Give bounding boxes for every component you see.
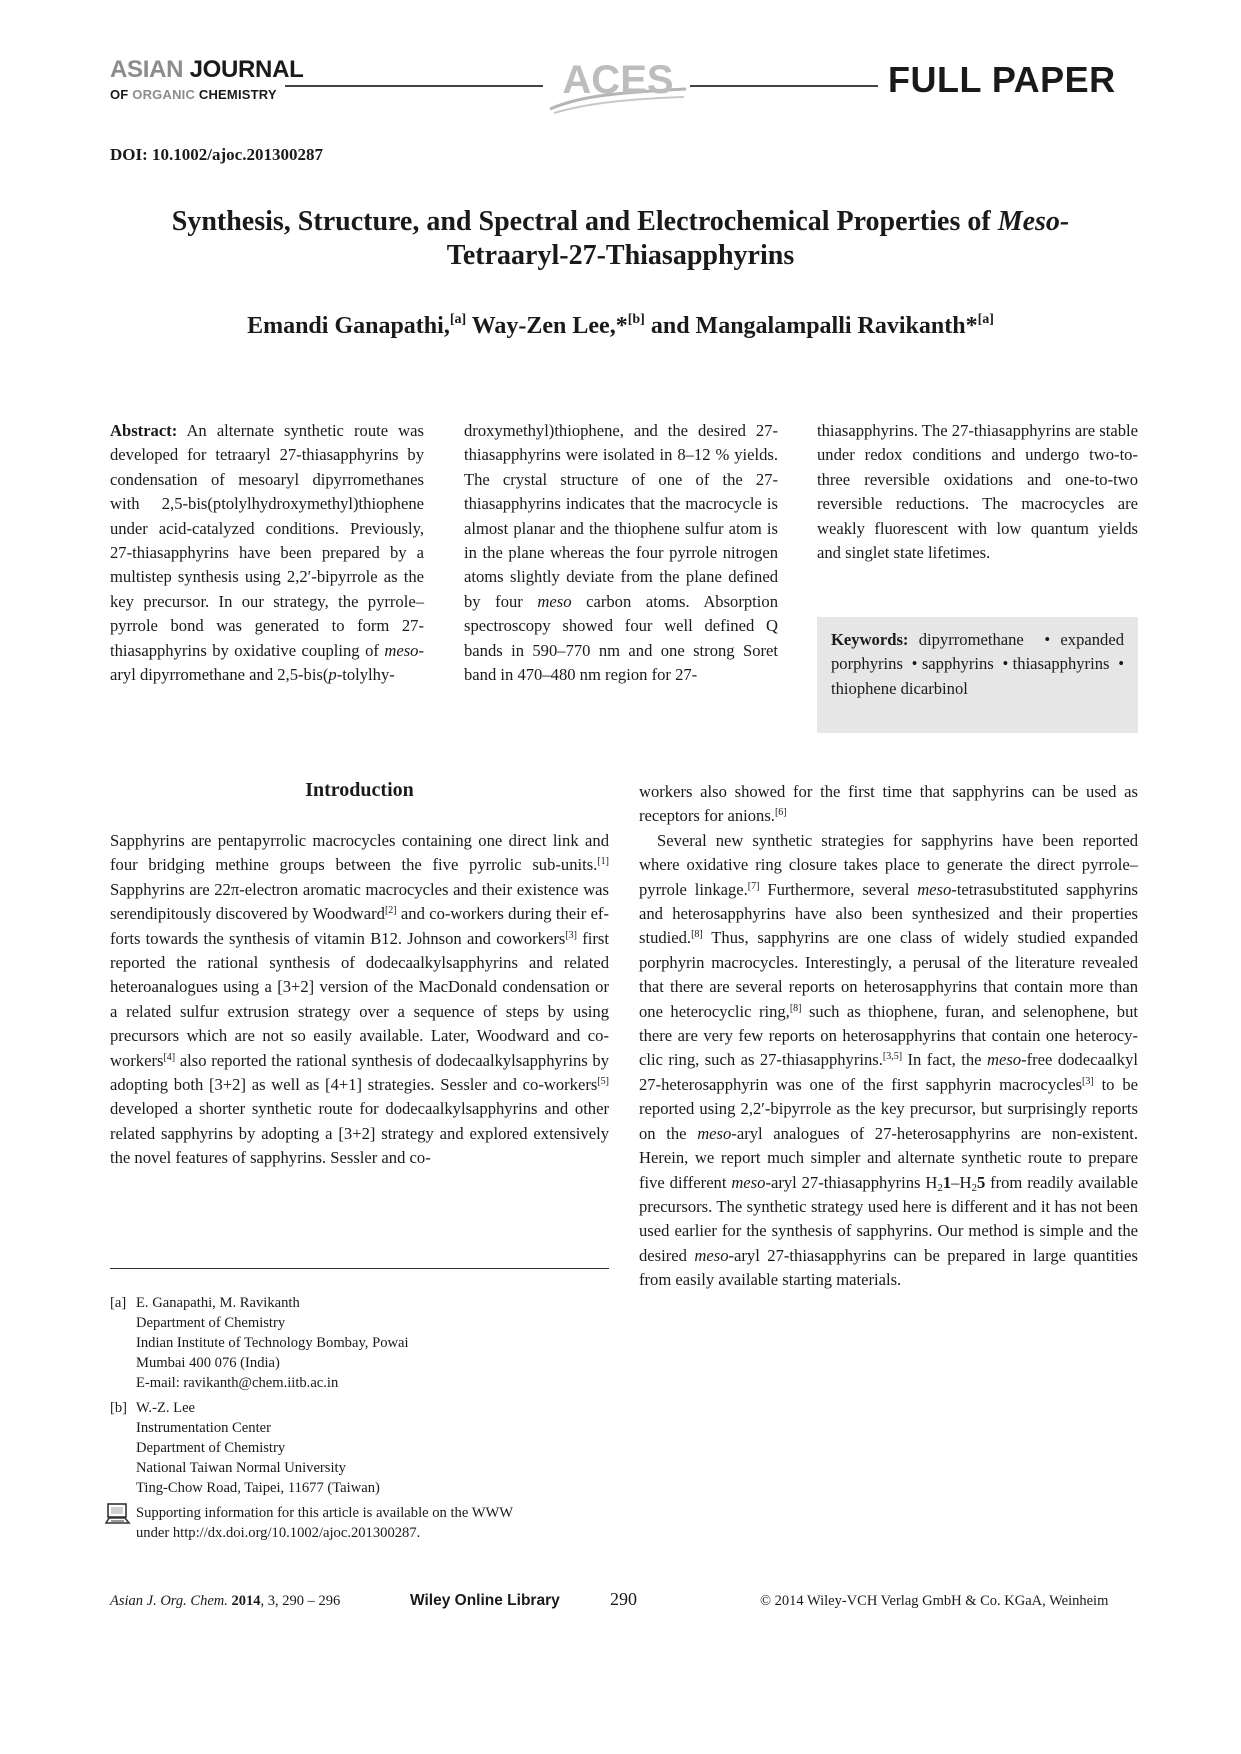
abstract-col-3-text: thiasapphyrins. The 27-thiasapphyrins are stable under redox conditions and undergo two-to-three reversible oxidations and one-to-two reversible reductions. The macrocycles are weakly fluorescent with low quantum yields and singlet state lifetimes. <box>817 421 1138 563</box>
page-number: 290 <box>610 1589 637 1609</box>
header-rule-left <box>285 85 543 87</box>
authors-and: and <box>650 313 690 339</box>
header-rule-right <box>690 85 878 87</box>
journal-name <box>110 58 303 101</box>
author-1: Emandi Ganapathi, <box>247 313 450 339</box>
abstract-col-1 <box>110 419 424 687</box>
journal-line2-a: OF <box>110 87 129 102</box>
intro-left-column <box>110 829 609 1171</box>
journal-line2-c: CHEMISTRY <box>198 87 277 102</box>
computer-icon <box>105 1502 131 1526</box>
intro-paragraph-1-cont: workers also showed for the first time that sapphyrins can be used as receptors for anions.[6] <box>639 782 1138 826</box>
intro-paragraph-1: Sapphyrins are pentapyrrolic macrocycles containing one direct link and four bridging methine groups between the five pyrrolic sub-units.[1] Sapphyrins are 22π-electron aromatic macrocycles and their existence was serendipitously discovered by Woodward[2] and co-workers during their efforts towards the synthesis of vitamin B12. Johnson and coworkers[3] first reported the rational synthesis of dodecaalkylsapphyrins and related heteroanalogues using a [3+2] version of the MacDonald condensation or a related sulfur extrusion strategy over a sequence of steps by using precursors which are not so easily available. Later, Woodward and co-workers[4] also reported the rational synthesis of dodecaalkylsapphyrins by adopting both [3+2] as well as [4+1] strategies. Sessler and co-workers[5] developed a shorter synthetic route for dodecaalkylsapphyrins and other related sapphyrins by adopting a [3+2] strategy and explored extensively the novel features of sapphyrins. Sessler and co- <box>110 831 609 1168</box>
title-line2: Tetraaryl-27-Thiasapphyrins <box>446 240 795 271</box>
title-line1-italic: Meso- <box>997 206 1070 237</box>
footnote-rule <box>110 1268 609 1269</box>
journal-line1-b: JOURNAL <box>189 56 304 83</box>
keywords-label: Keywords: <box>831 630 909 649</box>
author-2: Way-Zen Lee,* <box>471 313 628 339</box>
journal-line2-b: ORGANIC <box>132 87 196 102</box>
author-3-aff: [a] <box>977 312 994 327</box>
journal-line1-a: ASIAN <box>110 56 184 83</box>
footnote-a: E. Ganapathi, M. Ravikanth Department of Chemistry Indian Institute of Technology Bombay, Powai Mumbai 400 076 (India) E-mail: ravikanth@chem.iitb.ac.in <box>136 1295 409 1391</box>
intro-paragraph-2: Several new synthetic strategies for sapphyrins have been reported where oxidative ring closure takes place to generate the direct pyrrole–pyrrole linkage.[7] Furthermore, several meso-tetrasubstituted sapphyrins and heterosapphyrins have also been synthesized and their properties studied.[8] Thus, sapphyrins are one class of widely studied expanded porphyrin macrocycles. Interestingly, a perusal of the literature revealed that there are several reports on heterosapphyrins that contain more than one heterocyclic ring,[8] such as thiophene, furan, and selenophene, but there are very few reports on heterosapphyrins that contain one heterocyclic ring, such as 27-thiasapphyrins.[3,5] In fact, the meso-free dodecaalkyl 27-heterosapphyrin was one of the first sapphyrin macrocycles[3] to be reported using 2,2′-bipyrrole as the key precursor, but surprisingly reports on the meso-aryl analogues of 27-heterosapphyrins are non-existent. Herein, we report much simpler and alternate synthetic route to prepare five different meso-aryl 27-thiasapphyrins $H_21-H_25$ from readily available precursors. The synthetic strategy used here is different and it has not been used earlier for the synthesis of sapphyrins. Our method is simple and the desired meso-aryl 27-thiasapphyrins can be prepared in large quantities from easily available starting materials. <box>639 830 1138 1290</box>
abstract-label: Abstract: <box>110 421 178 440</box>
article-type: FULL PAPER <box>888 59 1116 100</box>
footnote-b-label: [b] <box>110 1400 128 1416</box>
keywords-box <box>817 617 1138 733</box>
authors <box>100 313 1141 340</box>
footer-citation-volume: , 3, 290 – 296 <box>260 1593 341 1609</box>
abstract-col-1-text: An alternate synthetic route was developed for tetraaryl 27-thiasapphyrins by condensation of mesoaryl dipyrromethanes with 2,5-bis(ptolylhydroxymethyl)thiophene under acid-catalyzed conditions. Previously, 27-thiasapphyrins have been prepared by a multistep synthesis using 2,2′-bipyrrole as the key precursor. In our strategy, the pyrrole–pyrrole bond was generated to form 27-thiasapphyrins by oxidative coupling of meso-aryl dipyrromethane and 2,5-bis(p-tolylhy- <box>110 421 424 685</box>
abstract-col-2 <box>464 419 778 687</box>
footer-library[interactable]: Wiley Online Library <box>410 1592 560 1609</box>
author-3: Mangalampalli Ravikanth* <box>695 313 978 339</box>
footer-citation <box>110 1593 340 1610</box>
abstract-col-2-text: droxymethyl)thiophene, and the desired 27-thiasapphyrins were isolated in 8–12 % yields. The crystal structure of one of the 27-thiasapphyrins indicates that the macrocycle is almost planar and the thiophene sulfur atom is in the plane whereas the four pyrrole nitrogen atoms slightly deviate from the plane defined by four meso carbon atoms. Absorption spectroscopy showed four well defined Q bands in 590–770 nm and one strong Soret band in 470–480 nm region for 27- <box>464 421 778 685</box>
paper-title <box>100 205 1141 273</box>
footer-citation-year: 2014 <box>231 1593 261 1609</box>
author-1-aff: [a] <box>449 312 467 327</box>
abstract-col-3 <box>817 419 1138 565</box>
keywords-list: dipyrromethane • expanded porphyrins • sapphyrins • thiasapphyrins • thiophene dicarbinol <box>831 630 1124 698</box>
aces-logo <box>548 57 688 117</box>
author-2-aff: [b] <box>627 312 645 327</box>
footer-citation-journal: Asian J. Org. Chem. <box>110 1593 228 1609</box>
footnote-b: W.-Z. Lee Instrumentation Center Department of Chemistry National Taiwan Normal University Ting-Chow Road, Taipei, 11677 (Taiwan) <box>136 1400 380 1496</box>
supporting-info-note: Supporting information for this article is available on the WWW under http://dx.doi.org/10.1002/ajoc.201300287. <box>136 1505 514 1541</box>
intro-right-column <box>639 780 1138 1293</box>
aces-logo-text: ACES <box>562 58 674 102</box>
doi: DOI: 10.1002/ajoc.201300287 <box>110 145 323 164</box>
footnote-a-label: [a] <box>110 1295 127 1311</box>
footer-copyright: © 2014 Wiley-VCH Verlag GmbH & Co. KGaA, Weinheim <box>760 1593 1109 1609</box>
title-line1: Synthesis, Structure, and Spectral and Electrochemical Properties of <box>171 206 998 237</box>
section-heading-introduction: Introduction <box>305 779 414 801</box>
